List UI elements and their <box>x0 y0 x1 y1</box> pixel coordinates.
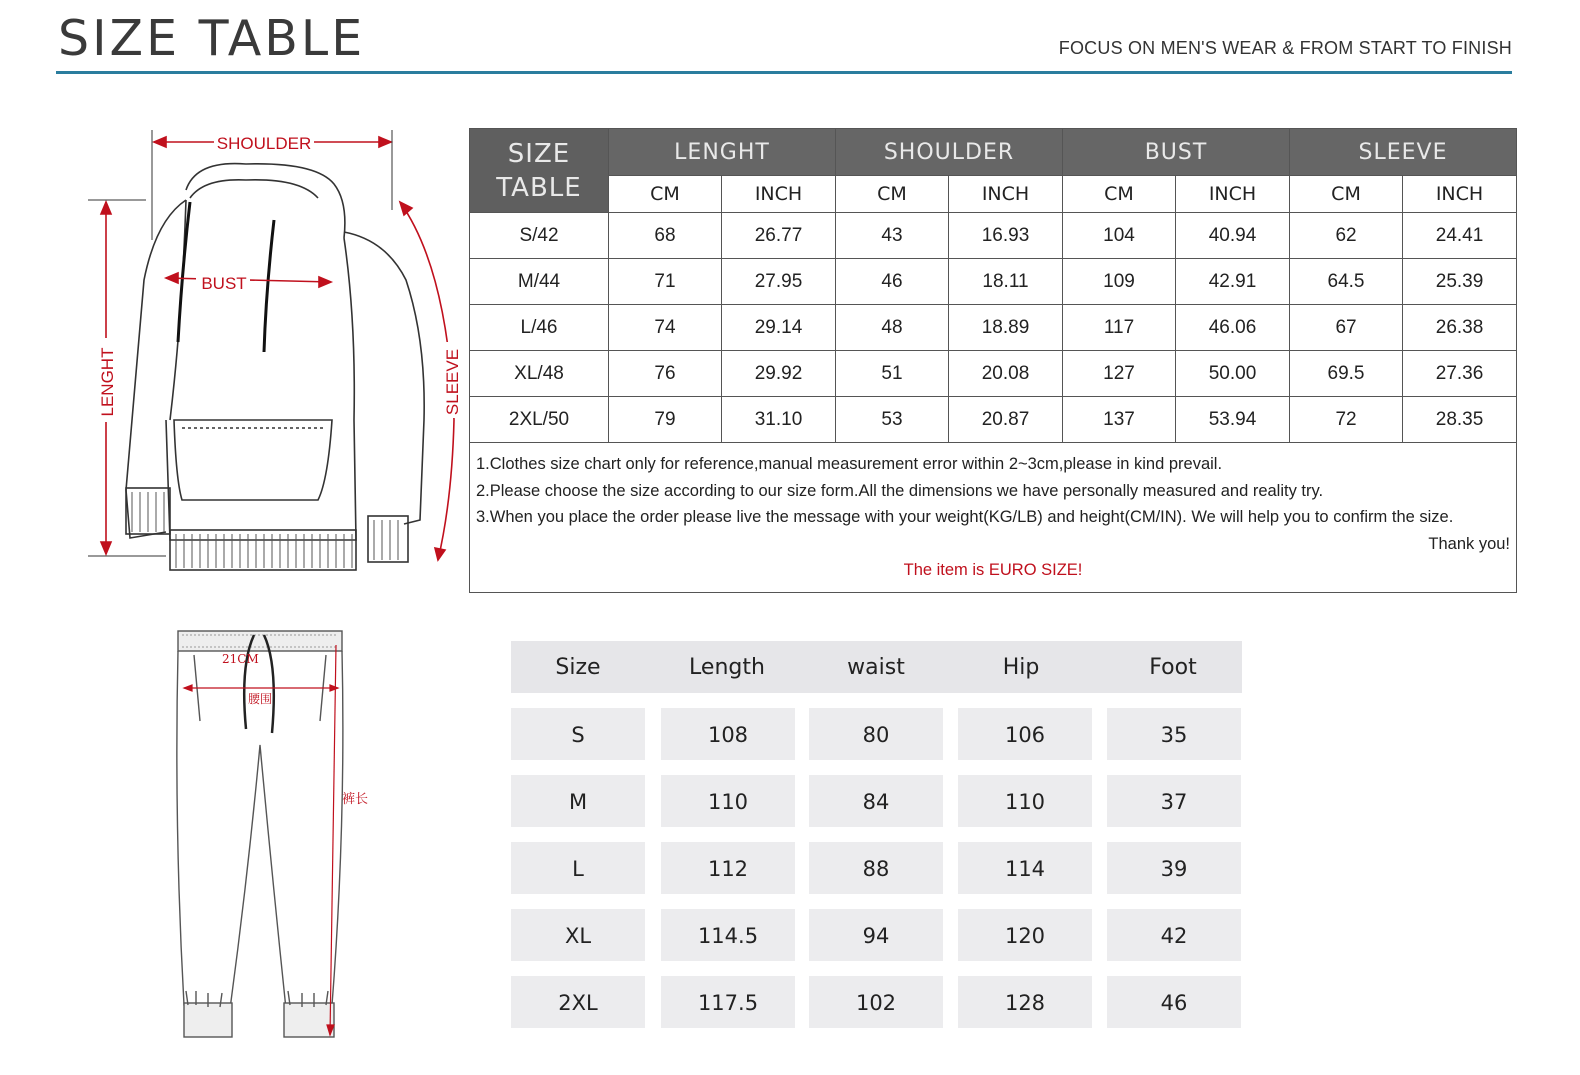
size-cell: 2XL/50 <box>470 397 609 443</box>
waist-cm-label: 21CM <box>222 652 259 666</box>
value-cell: 71 <box>609 259 722 305</box>
header-divider <box>56 71 1512 74</box>
value-cell: 42.91 <box>1176 259 1290 305</box>
hoodie-illustration <box>86 120 466 590</box>
length-label: 裤长 <box>342 792 369 807</box>
value-cell: 117.5 <box>661 976 795 1028</box>
value-cell: 35 <box>1107 708 1241 760</box>
sleeve-label: SLEEVE <box>443 348 462 416</box>
page-title: SIZE TABLE <box>58 10 366 67</box>
value-cell: 128 <box>958 976 1092 1028</box>
notes-cell <box>470 443 1517 593</box>
unit-header: CM <box>836 176 949 213</box>
value-cell: 53 <box>836 397 949 443</box>
note-3: 3.When you place the order please live the message with your weight(KG/LB) and height(CM/IN). We will help you to confirm the size. <box>476 508 1454 526</box>
value-cell: 88 <box>809 842 943 894</box>
header-size: Size <box>555 655 601 680</box>
size-cell: L/46 <box>470 305 609 351</box>
value-cell: 117 <box>1063 305 1176 351</box>
value-cell: 20.87 <box>949 397 1063 443</box>
value-cell: 27.95 <box>722 259 836 305</box>
value-cell: 27.36 <box>1403 351 1517 397</box>
value-cell: 46 <box>836 259 949 305</box>
value-cell: 69.5 <box>1290 351 1403 397</box>
table-row <box>470 213 1517 259</box>
unit-header: INCH <box>1176 176 1290 213</box>
pants-table-header <box>511 641 1242 693</box>
value-cell: 102 <box>809 976 943 1028</box>
value-cell: 94 <box>809 909 943 961</box>
value-cell: 72 <box>1290 397 1403 443</box>
value-cell: 53.94 <box>1176 397 1290 443</box>
value-cell: 84 <box>809 775 943 827</box>
value-cell: 43 <box>836 213 949 259</box>
value-cell: 114.5 <box>661 909 795 961</box>
value-cell: 79 <box>609 397 722 443</box>
pants-illustration <box>160 625 390 1045</box>
value-cell: 50.00 <box>1176 351 1290 397</box>
waist-label: 腰围 <box>248 692 273 706</box>
value-cell: 137 <box>1063 397 1176 443</box>
value-cell: 62 <box>1290 213 1403 259</box>
value-cell: 18.89 <box>949 305 1063 351</box>
unit-header: CM <box>609 176 722 213</box>
length-label: LENGHT <box>98 347 117 417</box>
size-cell: M/44 <box>470 259 609 305</box>
size-cell: 2XL <box>511 976 645 1028</box>
value-cell: 28.35 <box>1403 397 1517 443</box>
unit-header: INCH <box>1403 176 1517 213</box>
size-cell: S <box>511 708 645 760</box>
unit-header: CM <box>1063 176 1176 213</box>
table-row <box>470 259 1517 305</box>
header-foot: Foot <box>1149 655 1197 680</box>
value-cell: 26.38 <box>1403 305 1517 351</box>
header-length: Length <box>689 655 765 680</box>
value-cell: 106 <box>958 708 1092 760</box>
table-row <box>470 397 1517 443</box>
hoodie-size-table <box>469 128 1517 593</box>
value-cell: 29.14 <box>722 305 836 351</box>
bust-label: BUST <box>201 274 247 293</box>
tagline: FOCUS ON MEN'S WEAR & FROM START TO FINISH <box>1058 38 1512 58</box>
value-cell: 109 <box>1063 259 1176 305</box>
value-cell: 127 <box>1063 351 1176 397</box>
value-cell: 16.93 <box>949 213 1063 259</box>
corner-line-1: SIZE <box>507 138 571 169</box>
value-cell: 31.10 <box>722 397 836 443</box>
value-cell: 26.77 <box>722 213 836 259</box>
value-cell: 46 <box>1107 976 1241 1028</box>
table-row <box>470 351 1517 397</box>
header-hip: Hip <box>1002 655 1040 680</box>
value-cell: 110 <box>661 775 795 827</box>
table-row <box>470 305 1517 351</box>
hoodie-diagram <box>86 120 466 590</box>
pants-diagram <box>160 625 390 1045</box>
value-cell: 114 <box>958 842 1092 894</box>
value-cell: 39 <box>1107 842 1241 894</box>
shoulder-label: SHOULDER <box>216 134 312 153</box>
group-header-shoulder: SHOULDER <box>836 129 1063 176</box>
size-table-corner <box>470 129 609 213</box>
value-cell: 18.11 <box>949 259 1063 305</box>
value-cell: 112 <box>661 842 795 894</box>
size-cell: M <box>511 775 645 827</box>
unit-header: CM <box>1290 176 1403 213</box>
note-2: 2.Please choose the size according to our size form.All the dimensions we have personally measured and reality try. <box>476 481 1324 500</box>
group-header-sleeve: SLEEVE <box>1290 129 1517 176</box>
value-cell: 68 <box>609 213 722 259</box>
value-cell: 67 <box>1290 305 1403 351</box>
corner-line-2: TABLE <box>496 172 582 203</box>
thanks-note: Thank you! <box>1428 534 1511 553</box>
value-cell: 110 <box>958 775 1092 827</box>
value-cell: 80 <box>809 708 943 760</box>
value-cell: 76 <box>609 351 722 397</box>
value-cell: 37 <box>1107 775 1241 827</box>
group-header-length: LENGHT <box>609 129 836 176</box>
value-cell: 29.92 <box>722 351 836 397</box>
value-cell: 25.39 <box>1403 259 1517 305</box>
note-1: 1.Clothes size chart only for reference,manual measurement error within 2~3cm,please in kind prevail. <box>476 455 1223 473</box>
euro-size-note: The item is EURO SIZE! <box>903 561 1083 579</box>
unit-header: INCH <box>949 176 1063 213</box>
value-cell: 40.94 <box>1176 213 1290 259</box>
value-cell: 51 <box>836 351 949 397</box>
unit-header: INCH <box>722 176 836 213</box>
size-cell: S/42 <box>470 213 609 259</box>
group-header-bust: BUST <box>1063 129 1290 176</box>
value-cell: 48 <box>836 305 949 351</box>
size-cell: XL/48 <box>470 351 609 397</box>
value-cell: 120 <box>958 909 1092 961</box>
size-cell: L <box>511 842 645 894</box>
header-waist: waist <box>847 655 905 680</box>
value-cell: 46.06 <box>1176 305 1290 351</box>
value-cell: 64.5 <box>1290 259 1403 305</box>
value-cell: 42 <box>1107 909 1241 961</box>
value-cell: 20.08 <box>949 351 1063 397</box>
value-cell: 104 <box>1063 213 1176 259</box>
value-cell: 74 <box>609 305 722 351</box>
size-cell: XL <box>511 909 645 961</box>
value-cell: 24.41 <box>1403 213 1517 259</box>
value-cell: 108 <box>661 708 795 760</box>
